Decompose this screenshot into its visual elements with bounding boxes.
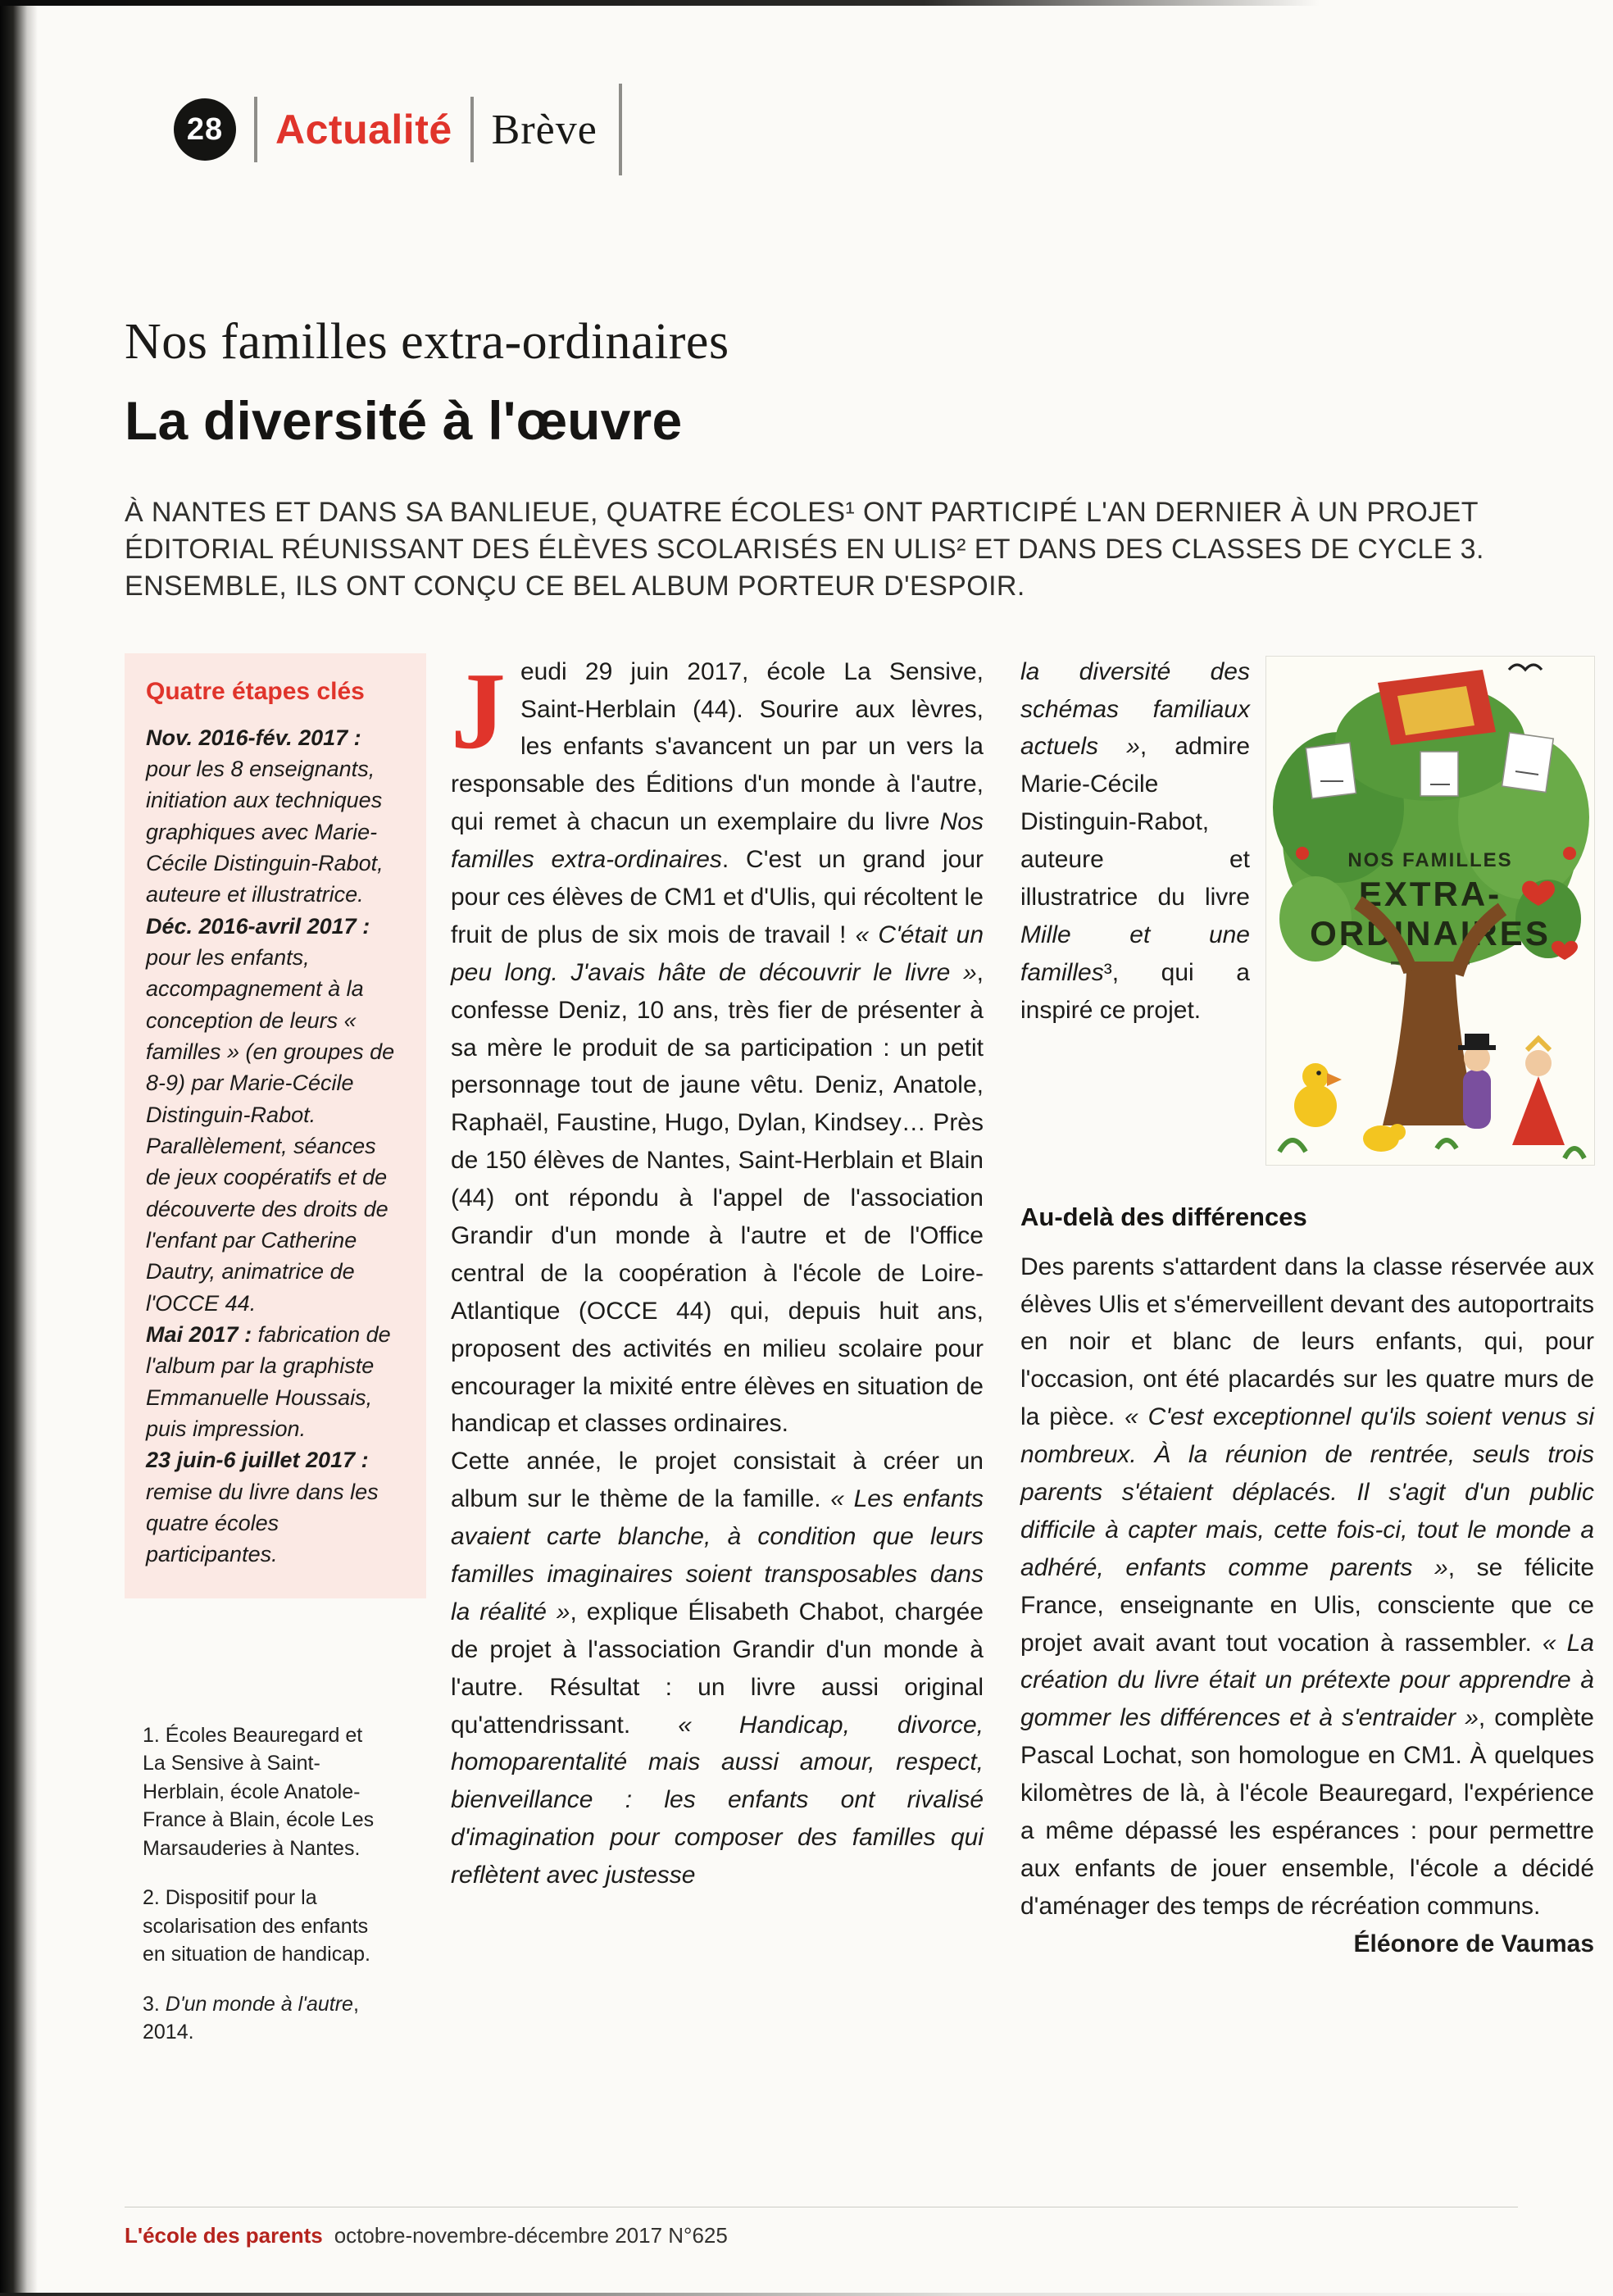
right-column (1020, 653, 1594, 1963)
section-label: Actualité (275, 107, 452, 152)
page-number: 28 (186, 111, 224, 147)
page-footer (125, 2223, 728, 2248)
article-kicker: Nos familles extra-ordinaires (125, 314, 729, 370)
footnotes (143, 1721, 388, 2047)
body-paragraph-1 (451, 649, 984, 1444)
left-column (125, 653, 426, 2068)
key-steps-title: Quatre étapes clés (146, 677, 365, 705)
key-step-entry: Nov. 2016-fév. 2017 : pour les 8 enseignants, initiation aux techniques graphiques avec Marie-Cécile Distinguin-Rabot, auteure et illustratrice. (146, 725, 384, 907)
cover-title-small: NOS FAMILLES (1347, 848, 1513, 871)
cover-title-line3: ORDINAIRES (1310, 913, 1551, 952)
header-divider (619, 84, 622, 175)
key-steps-box (125, 653, 426, 1598)
author-signature: Éléonore de Vaumas (1353, 1930, 1594, 1957)
article-columns (125, 649, 1613, 2068)
key-step-entry: Déc. 2016-avril 2017 : pour les enfants, accompagnement à la conception de leurs « familles » (en groupes de 8-9) par Marie-Cécile Distinguin-Rabot. Parallèlement, séances de jeux coopératifs et de découverte des droits de l'enfant par Catherine Dautry, animatrice de l'OCCE 44. (146, 913, 395, 1316)
drop-cap: J (451, 649, 506, 771)
body-paragraph-3: la diversité des schémas familiaux actuels », admire Marie-Cécile Distinguin-Rabot, auteure et illustratrice du livre Mille et une familles³, qui a inspiré ce projet. (1020, 657, 1251, 1024)
article-title: La diversité à l'œuvre (125, 390, 683, 451)
crosshead: Au-delà des différences (1020, 1202, 1307, 1231)
header-divider (470, 97, 474, 162)
key-step-entry: 23 juin-6 juillet 2017 : remise du livre dans les quatre écoles participantes. (146, 1448, 379, 1567)
paragraph-text: Des parents s'attardent dans la classe réservée aux élèves Ulis et s'émerveillent devant des autoportraits en noir et blanc de leurs enfants, qui, pour l'occasion, ont été placardés sur les quatre murs de la pièce. « C'est exceptionnel qu'ils soient venus si nombreux. À la réunion de rentrée, seuls trois parents s'étaient déplacés. Il s'agit d'un public difficile à capter mais, cette fois-ci, tout le monde a adhéré, enfants comme parents », se félicite France, enseignante en Ulis, consciente que ce projet avait avant tout vocation à rassembler. « La création du livre était un prétexte pour apprendre à gommer les différences et à s'entraider », complète Pascal Lochat, son homologue en CM1. À quelques kilomètres de là, à l'école Beauregard, l'expérience a même dépassé les espérances : pour permettre aux enfants de jouer ensemble, l'école a décidé d'aménager des temps de récréation communs. (1020, 1253, 1595, 1920)
cover-row (1020, 653, 1594, 1165)
paragraph-text: eudi 29 juin 2017, école La Sensive, Saint-Herblain (44). Sourire aux lèvres, les enfants s'avancent un par un vers la responsable des Éditions d'un monde à l'autre, qui remet à chacun un exemplaire du livre Nos familles extra-ordinaires. C'est un grand jour pour ces élèves de CM1 et d'Ulis, qui récoltent le fruit de plus de six mois de travail ! « C'était un peu long. J'avais hâte de découvrir le livre », confesse Deniz, 10 ans, très fier de présenter à sa mère le produit de sa participation : un petit personnage tout de jaune vêtu. Deniz, Anatole, Raphaël, Faustine, Hugo, Dylan, Kindsey… Près de 150 élèves de Nantes, Saint-Herblain et Blain (44) ont répondu à l'appel de l'association Grandir d'un monde à l'autre et de l'Office central de la coopération à l'école de Loire-Atlantique (OCCE 44) qui, depuis huit ans, proposent des activités en milieu scolaire pour encourager la mixité entre élèves en situation de handicap et classes ordinaires. (451, 657, 984, 1438)
article-standfirst: À NANTES ET DANS SA BANLIEUE, QUATRE ÉCOLES¹ ONT PARTICIPÉ L'AN DERNIER À UN PROJET ÉDITORIAL RÉUNISSANT DES ÉLÈVES SCOLARISÉS EN ULIS² ET DANS DES CLASSES DE CYCLE 3. ENSEMBLE, ILS ONT CONÇU CE BEL ALBUM PORTEUR D'ESPOIR. (125, 497, 1484, 602)
issue-info: octobre-novembre-décembre 2017 N°625 (334, 2223, 728, 2248)
page-header (174, 84, 1613, 175)
book-cover-illustration (1266, 657, 1594, 1165)
key-step-entry: Mai 2017 : fabrication de l'album par la graphiste Emmanuelle Houssais, puis impression. (146, 1321, 391, 1441)
body-paragraph-2: Cette année, le projet consistait à créer un album sur le thème de la famille. « Les enfants avaient carte blanche, à condition que leurs familles imaginaires soient transposables dans la réalité », explique Élisabeth Chabot, chargée de projet à l'association Grandir d'un monde à l'autre. Résultat : un livre aussi original qu'attendrissant. « Handicap, divorce, homoparentalité mais aussi amour, respect, bienveillance : les enfants ont rivalisé d'imagination pour composer des familles qui reflètent avec justesse (451, 1448, 984, 1889)
footnote-3: 3. D'un monde à l'autre, 2014. (143, 1992, 359, 2044)
footnote-2: 2. Dispositif pour la scolarisation des enfants en situation de handicap. (143, 1886, 370, 1966)
cover-title-line2: EXTRA- (1358, 874, 1502, 913)
header-divider (254, 97, 257, 162)
middle-column (451, 649, 984, 1894)
page-number-badge (174, 98, 236, 161)
body-paragraph-4 (1020, 1248, 1595, 1957)
footnote-1: 1. Écoles Beauregard et La Sensive à Saint-Herblain, école Anatole-France à Blain, école Les Marsauderies à Nantes. (143, 1723, 375, 1860)
magazine-name: L'école des parents (125, 2223, 323, 2248)
subsection-label: Brève (491, 106, 597, 153)
book-cover (1266, 657, 1594, 1165)
